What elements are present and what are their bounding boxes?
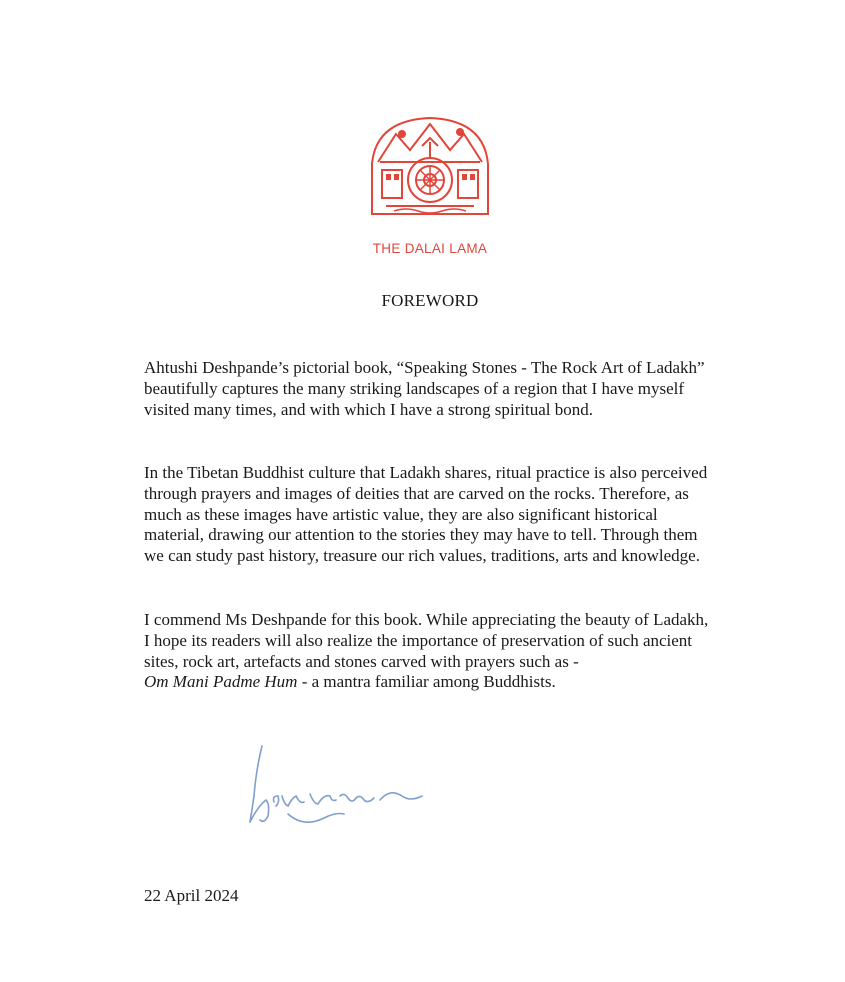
page-title: FOREWORD [381,291,479,310]
paragraph-3 [144,610,714,693]
mantra: Om Mani Padme Hum [144,672,298,692]
mantra-suffix: - a mantra familiar among Buddhists. [297,672,556,692]
date: 22 April 2024 [144,886,239,905]
signature-icon [240,740,440,832]
paragraph-3-text: I commend Ms Deshpande for this book. While appreciating the beauty of Ladakh, I hope its readers will also realize the importance of preservation of such ancient sites, rock art, artefacts and stones carved with prayers such as - [144,610,709,671]
paragraph-2: In the Tibetan Buddhist culture that Ladakh shares, ritual practice is also perceived through prayers and images of deities that are carved on the rocks. Therefore, as much as these images have artistic value, they are also significant historical material, drawing our attention to the stories they may have to tell. Through them we can study past history, treasure our rich values, traditions, arts and knowledge. [144,463,708,566]
paragraph-1: Ahtushi Deshpande’s pictorial book, “Speaking Stones - The Rock Art of Ladakh” beautifully captures the many striking landscapes of a region that I have myself visited many times, and with which I have a strong spiritual bond. [144,358,705,419]
dalai-lama-seal-icon [366,114,494,222]
seal-name: THE DALAI LAMA [372,241,488,256]
